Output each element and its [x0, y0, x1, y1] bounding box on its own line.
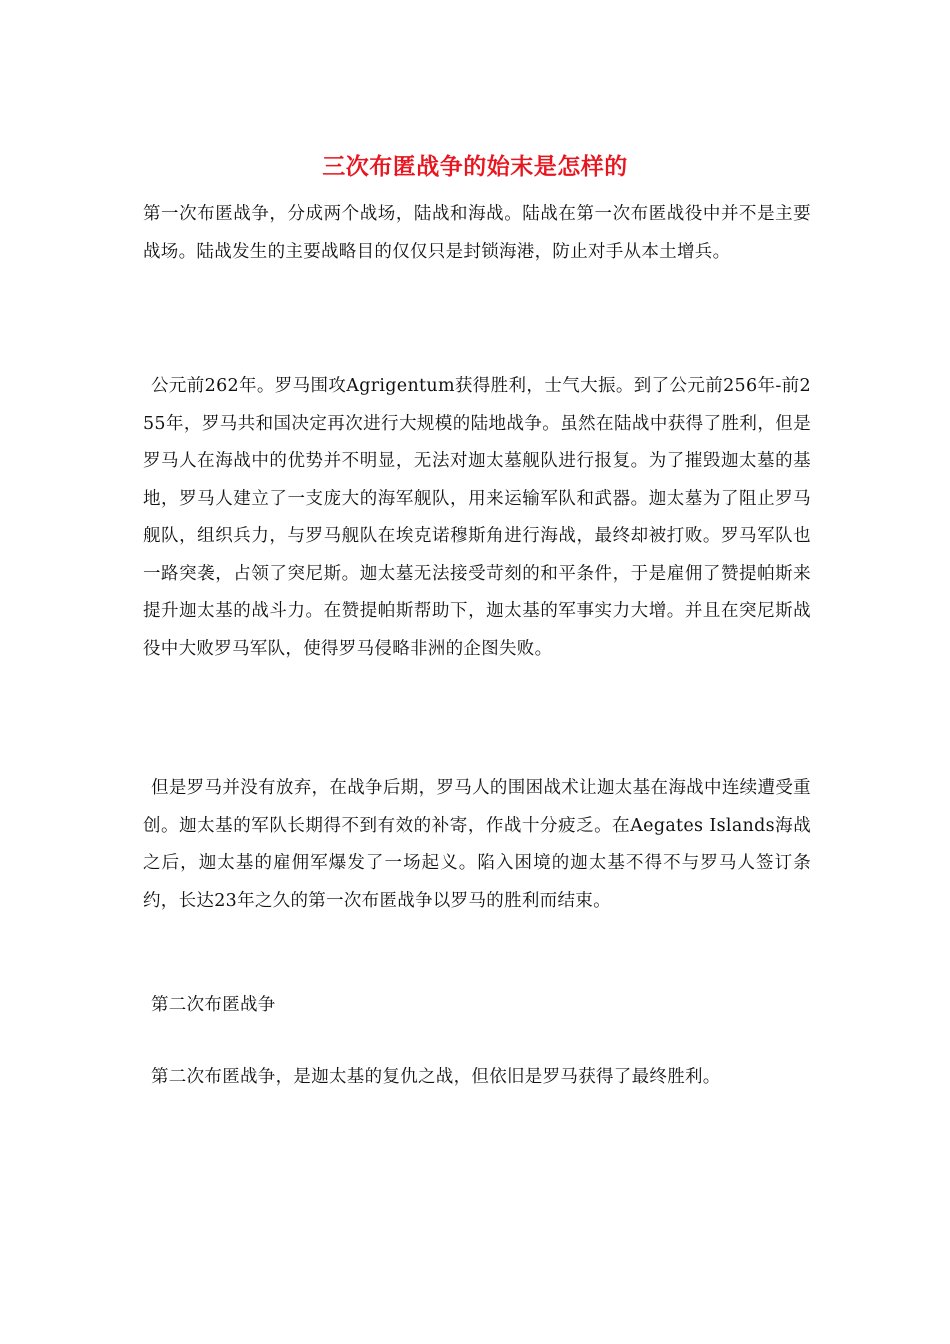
document-title: 三次布匿战争的始末是怎样的 — [322, 153, 628, 180]
section-heading-second-punic-war: 第二次布匿战争 — [151, 995, 276, 1015]
paragraph-war-end: 但是罗马并没有放弃，在战争后期，罗马人的围困战术让迦太基在海战中连续遭受重创。迦太基的军队长期得不到有效的补寄，作战十分疲乏。在Aegates Islands海战之后，迦太基的雇佣军爆发了一场起义。陷入困境的迦太基不得不与罗马人签订条约，长达23年之久的第一次布匿战争以罗马的胜利而结束。 — [143, 778, 811, 911]
paragraph-land-war: 公元前262年。罗马围攻Agrigentum获得胜利，士气大振。到了公元前256年-前255年，罗马共和国决定再次进行大规模的陆地战争。虽然在陆战中获得了胜利，但是罗马人在海战中的优势并不明显，无法对迦太墓舰队进行报复。为了摧毁迦太墓的基地，罗马人建立了一支庞大的海军舰队，用来运输军队和武器。迦太墓为了阻止罗马舰队，组织兵力，与罗马舰队在埃克诺穆斯角进行海战，最终却被打败。罗马军队也一路突袭，占领了突尼斯。迦太墓无法接受苛刻的和平条件，于是雇佣了赞提帕斯来提升迦太基的战斗力。在赞提帕斯帮助下，迦太基的军事实力大增。并且在突尼斯战役中大败罗马军队，使得罗马侵略非洲的企图失败。 — [143, 376, 811, 659]
paragraph-second-punic-war: 第二次布匿战争，是迦太基的复仇之战，但依旧是罗马获得了最终胜利。 — [151, 1067, 721, 1087]
paragraph-first-punic-war-intro: 第一次布匿战争，分成两个战场，陆战和海战。陆战在第一次布匿战役中并不是主要战场。陆战发生的主要战略目的仅仅只是封锁海港，防止对手从本土增兵。 — [143, 204, 811, 262]
